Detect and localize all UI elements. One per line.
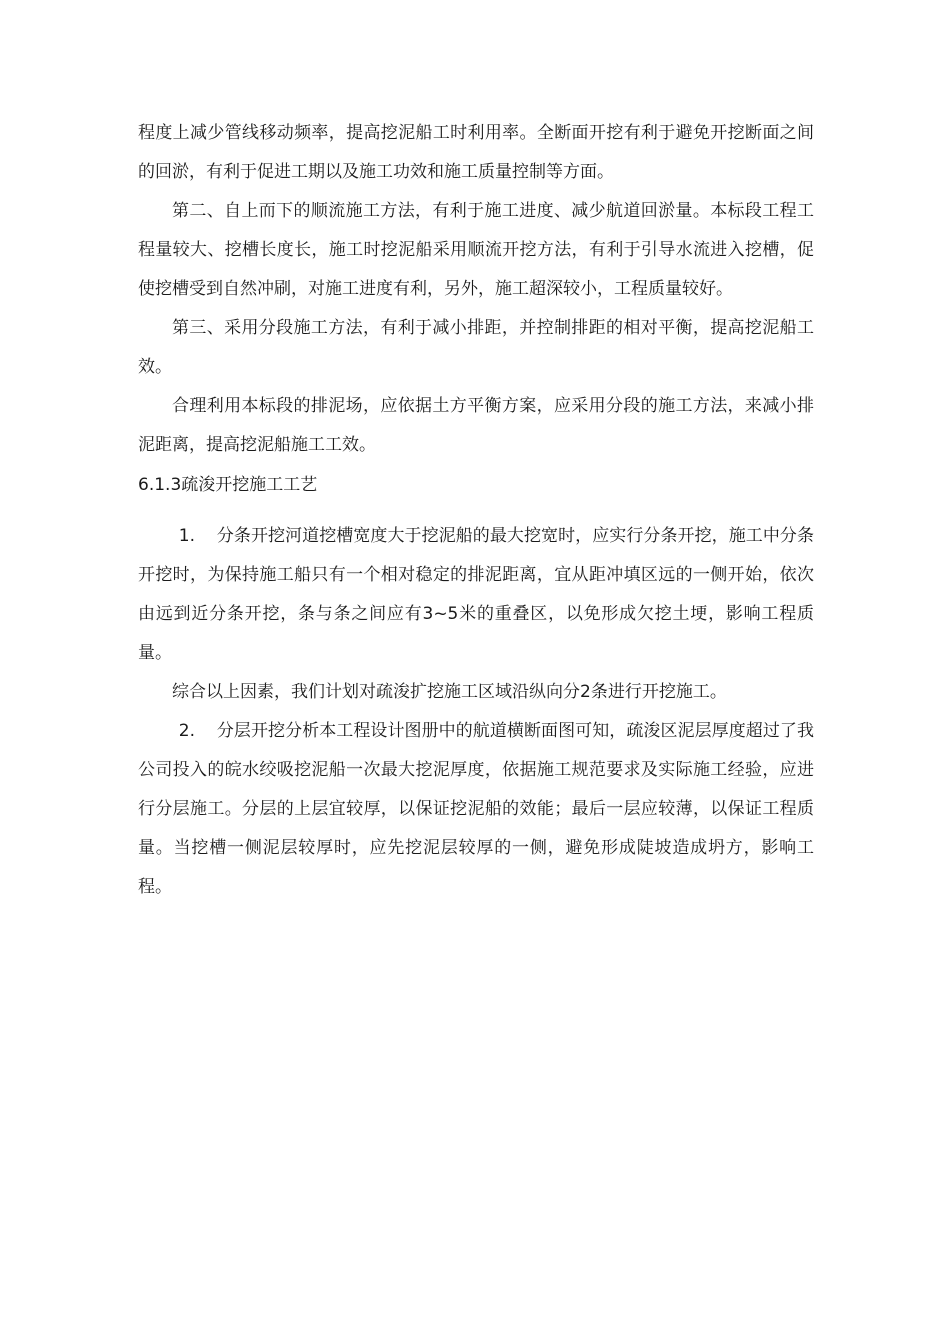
list-item-1	[138, 517, 814, 673]
paragraph-second-method: 第二、自上而下的顺流施工方法，有利于施工进度、减少航道回淤量。本标段工程工程量较大、挖槽长度长，施工时挖泥船采用顺流开挖方法，有利于引导水流进入挖槽，促使挖槽受到自然冲刷，对施工进度有利，另外，施工超深较小，工程质量较好。	[138, 201, 814, 299]
paragraph-mud-dump: 合理利用本标段的排泥场，应依据土方平衡方案，应采用分段的施工方法，来减小排泥距离，提高挖泥船施工工效。	[138, 396, 814, 455]
paragraph-third-method: 第三、采用分段施工方法，有利于减小排距，并控制排距的相对平衡，提高挖泥船工效。	[138, 318, 814, 377]
paragraph-continuation: 程度上减少管线移动频率，提高挖泥船工时利用率。全断面开挖有利于避免开挖断面之间的回淤，有利于促进工期以及施工功效和施工质量控制等方面。	[138, 123, 814, 182]
document-page	[138, 114, 814, 907]
list-item-1-number: 1.	[178, 526, 196, 546]
list-item-2	[138, 712, 814, 907]
list-item-2-number: 2.	[178, 721, 196, 741]
section-heading: 6.1.3疏浚开挖施工工艺	[138, 475, 318, 495]
list-item-1-text: 分条开挖河道挖槽宽度大于挖泥船的最大挖宽时，应实行分条开挖，施工中分条开挖时，为保持施工船只有一个相对稳定的排泥距离，宜从距冲填区远的一侧开始，依次由远到近分条开挖，条与条之间应有3~5米的重叠区，以免形成欠挖土埂，影响工程质量。	[138, 526, 814, 663]
paragraph-summary: 综合以上因素，我们计划对疏浚扩挖施工区域沿纵向分2条进行开挖施工。	[172, 682, 727, 702]
list-item-2-text: 分层开挖分析本工程设计图册中的航道横断面图可知，疏浚区泥层厚度超过了我公司投入的皖水绞吸挖泥船一次最大挖泥厚度，依据施工规范要求及实际施工经验，应进行分层施工。分层的上层宜较厚，以保证挖泥船的效能；最后一层应较薄，以保证工程质量。当挖槽一侧泥层较厚时，应先挖泥层较厚的一侧，避免形成陡坡造成坍方，影响工程。	[138, 721, 814, 897]
